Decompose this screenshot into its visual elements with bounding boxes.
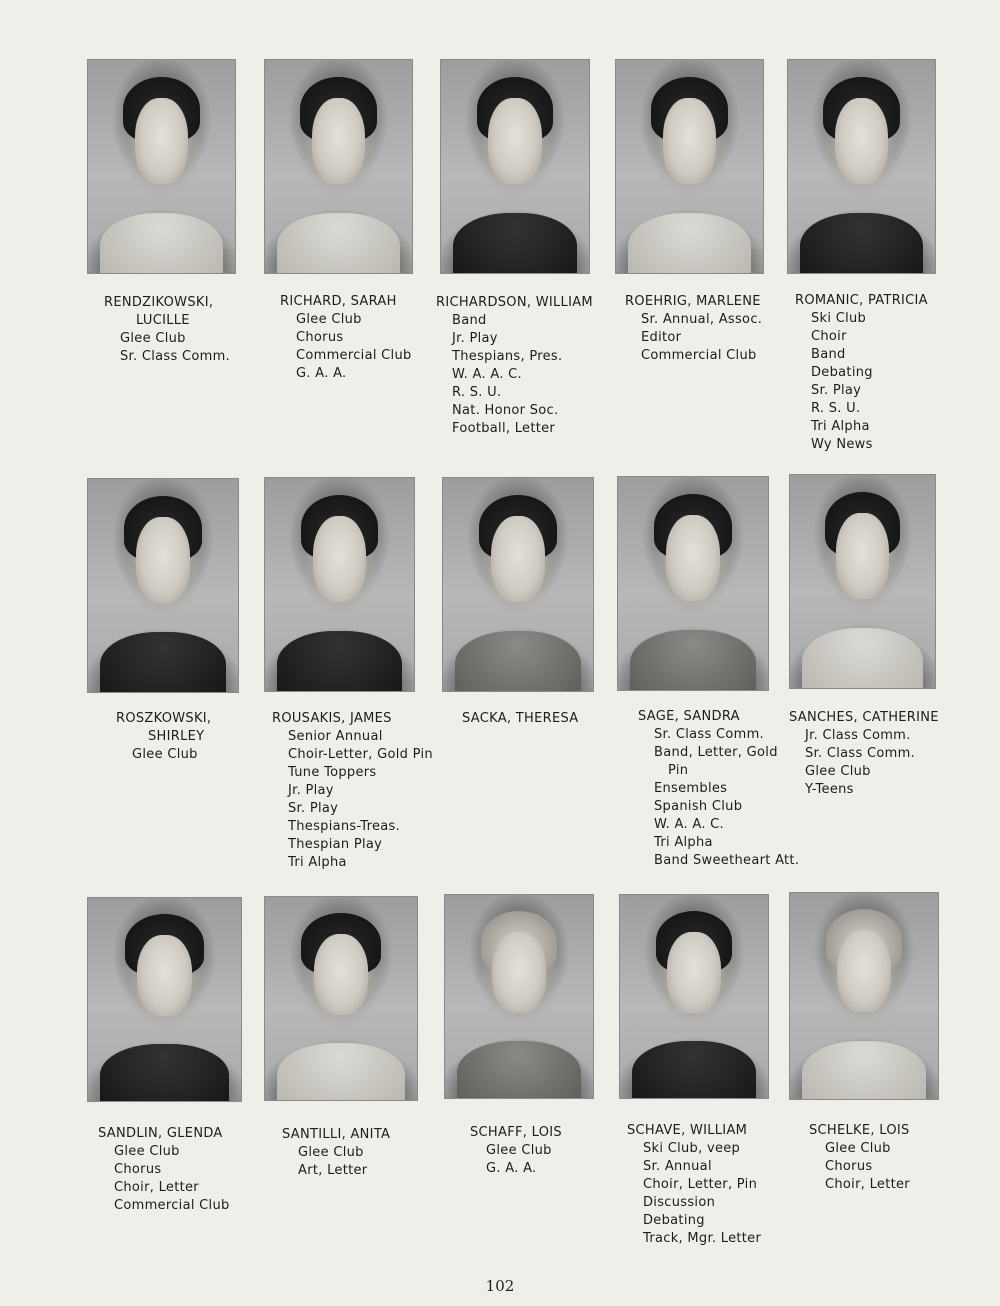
student-name: ROSZKOWSKI, bbox=[116, 711, 212, 726]
activity: Glee Club bbox=[114, 1144, 180, 1159]
student-photo bbox=[87, 478, 239, 693]
activity: Glee Club bbox=[486, 1143, 552, 1158]
student-photo bbox=[442, 477, 594, 692]
student-name: RICHARDSON, WILLIAM bbox=[436, 295, 593, 310]
student-photo bbox=[264, 59, 413, 274]
student-caption bbox=[795, 292, 928, 454]
activity: Discussion bbox=[643, 1195, 716, 1210]
activity: Thespian Play bbox=[288, 837, 383, 852]
activity: Chorus bbox=[114, 1162, 162, 1177]
activity: Art, Letter bbox=[298, 1163, 368, 1178]
activity: Choir-Letter, Gold Pin bbox=[288, 747, 433, 762]
activity: Choir, Letter, Pin bbox=[643, 1177, 758, 1192]
activity: Y-Teens bbox=[805, 782, 854, 797]
activity: Sr. Annual bbox=[643, 1159, 712, 1174]
activity: Band bbox=[811, 347, 846, 362]
activity: Glee Club bbox=[825, 1141, 891, 1156]
student-name: ROEHRIG, MARLENE bbox=[625, 294, 761, 309]
student-photo bbox=[87, 897, 242, 1102]
activity: Sr. Class Comm. bbox=[654, 727, 764, 742]
student-caption bbox=[789, 709, 939, 799]
activity: Glee Club bbox=[132, 747, 198, 762]
activity: Choir, Letter bbox=[114, 1180, 199, 1195]
activity: Debating bbox=[643, 1213, 705, 1228]
activity: Glee Club bbox=[120, 331, 186, 346]
student-name: ROUSAKIS, JAMES bbox=[272, 711, 392, 726]
activity: W. A. A. C. bbox=[654, 817, 724, 832]
student-caption bbox=[98, 1125, 230, 1215]
activity: R. S. U. bbox=[452, 385, 502, 400]
activity: Choir bbox=[811, 329, 847, 344]
student-caption bbox=[809, 1122, 910, 1194]
activity: Ski Club bbox=[811, 311, 867, 326]
student-photo bbox=[264, 477, 415, 692]
student-photo bbox=[789, 474, 936, 689]
activity: Thespians, Pres. bbox=[452, 349, 563, 364]
activity: Editor bbox=[641, 330, 682, 345]
activity: Wy News bbox=[811, 437, 873, 452]
activity: Band bbox=[452, 313, 487, 328]
student-caption bbox=[638, 708, 799, 870]
student-caption bbox=[104, 294, 230, 366]
activity: Football, Letter bbox=[452, 421, 556, 436]
student-name: SCHELKE, LOIS bbox=[809, 1123, 910, 1138]
student-photo bbox=[264, 896, 418, 1101]
activity: Tune Toppers bbox=[288, 765, 377, 780]
activity: Commercial Club bbox=[641, 348, 757, 363]
student-caption bbox=[625, 293, 762, 365]
student-name: SANCHES, CATHERINE bbox=[789, 710, 939, 725]
activity: Sr. Class Comm. bbox=[805, 746, 915, 761]
activity: Ensembles bbox=[654, 781, 728, 796]
activity: R. S. U. bbox=[811, 401, 861, 416]
activity: Band Sweetheart Att. bbox=[654, 853, 800, 868]
student-name-continued: LUCILLE bbox=[136, 313, 190, 328]
student-name: SACKA, THERESA bbox=[462, 711, 579, 726]
activity: Pin bbox=[668, 763, 689, 778]
activity: Commercial Club bbox=[114, 1198, 230, 1213]
activity: Glee Club bbox=[298, 1145, 364, 1160]
student-name: SAGE, SANDRA bbox=[638, 709, 740, 724]
student-name-continued: SHIRLEY bbox=[148, 729, 205, 744]
student-photo bbox=[789, 892, 939, 1100]
activity: Jr. Play bbox=[452, 331, 498, 346]
activity: Tri Alpha bbox=[811, 419, 870, 434]
activity: W. A. A. C. bbox=[452, 367, 522, 382]
activity: Glee Club bbox=[805, 764, 871, 779]
activity: Sr. Play bbox=[811, 383, 862, 398]
activity: Commercial Club bbox=[296, 348, 412, 363]
activity: Sr. Play bbox=[288, 801, 339, 816]
student-photo bbox=[444, 894, 594, 1099]
student-name: RICHARD, SARAH bbox=[280, 294, 397, 309]
activity: Choir, Letter bbox=[825, 1177, 910, 1192]
student-caption bbox=[627, 1122, 761, 1248]
student-name: SCHAVE, WILLIAM bbox=[627, 1123, 748, 1138]
activity: Ski Club, veep bbox=[643, 1141, 741, 1156]
activity: Debating bbox=[811, 365, 873, 380]
student-name: SCHAFF, LOIS bbox=[470, 1125, 562, 1140]
activity: Sr. Annual, Assoc. bbox=[641, 312, 763, 327]
activity: Senior Annual bbox=[288, 729, 383, 744]
activity: Sr. Class Comm. bbox=[120, 349, 230, 364]
activity: Chorus bbox=[296, 330, 344, 345]
student-caption bbox=[116, 710, 211, 764]
activity: G. A. A. bbox=[486, 1161, 537, 1176]
student-name: SANTILLI, ANITA bbox=[282, 1127, 391, 1142]
activity: Chorus bbox=[825, 1159, 873, 1174]
page-number: 102 bbox=[485, 1277, 515, 1295]
student-photo bbox=[440, 59, 590, 274]
activity: Glee Club bbox=[296, 312, 362, 327]
student-photo bbox=[87, 59, 236, 274]
student-caption bbox=[282, 1126, 390, 1180]
activity: Jr. Play bbox=[288, 783, 334, 798]
activity: Jr. Class Comm. bbox=[805, 728, 911, 743]
student-name: RENDZIKOWSKI, bbox=[104, 295, 214, 310]
student-photo bbox=[617, 476, 769, 691]
student-caption bbox=[462, 710, 578, 728]
activity: Track, Mgr. Letter bbox=[643, 1231, 762, 1246]
activity: Nat. Honor Soc. bbox=[452, 403, 559, 418]
student-caption bbox=[280, 293, 412, 383]
activity: Thespians-Treas. bbox=[288, 819, 401, 834]
activity: Spanish Club bbox=[654, 799, 743, 814]
student-caption bbox=[272, 710, 433, 872]
student-caption bbox=[470, 1124, 562, 1178]
activity: Tri Alpha bbox=[654, 835, 713, 850]
student-name: ROMANIC, PATRICIA bbox=[795, 293, 928, 308]
student-photo bbox=[619, 894, 769, 1099]
student-name: SANDLIN, GLENDA bbox=[98, 1126, 223, 1141]
activity: Tri Alpha bbox=[288, 855, 347, 870]
activity: G. A. A. bbox=[296, 366, 347, 381]
student-photo bbox=[787, 59, 936, 274]
student-caption bbox=[436, 294, 593, 438]
student-photo bbox=[615, 59, 764, 274]
activity: Band, Letter, Gold bbox=[654, 745, 778, 760]
